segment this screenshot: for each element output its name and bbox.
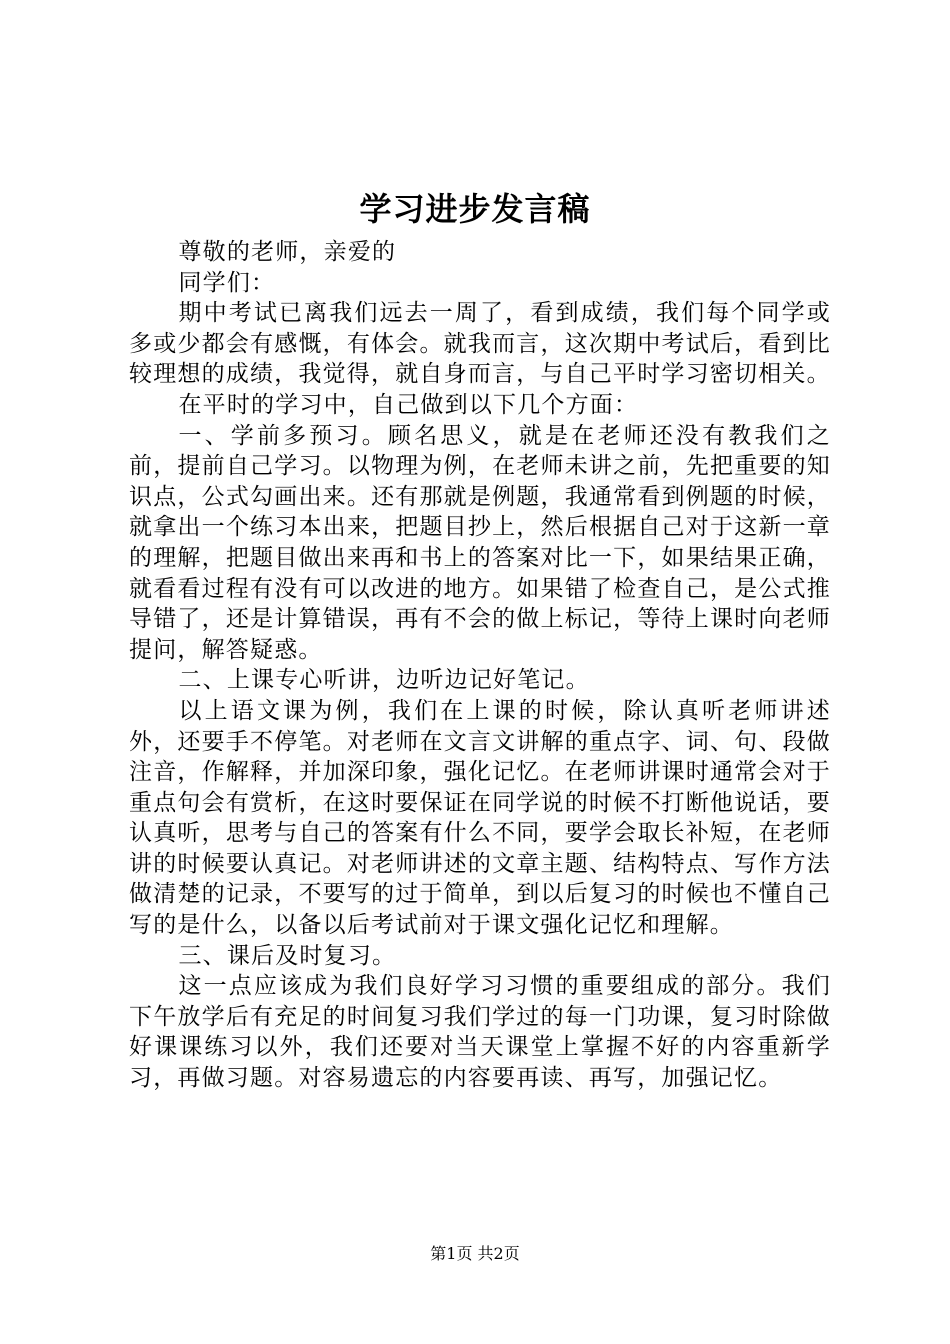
page-number: 第1页 共2页 [430,1244,520,1263]
paragraph-intro: 期中考试已离我们远去一周了，看到成绩，我们每个同学或多或少都会有感慨，有体会。就我而言，这次期中考试后，看到比较理想的成绩，我觉得，就自身而言，与自己平时学习密切相关。 [129,300,831,388]
paragraph-aspects: 在平时的学习中，自己做到以下几个方面： [178,391,639,418]
document-title: 学习进步发言稿 [359,190,591,228]
paragraph-review: 这一点应该成为我们良好学习习惯的重要组成的部分。我们下午放学后有充足的时间复习我们学过的每一门功课，复习时除做好课课练习以外，我们还要对当天课堂上掌握不好的内容重新学习，再做习题。对容易遗忘的内容要再读、再写，加强记忆。 [129,973,831,1092]
heading-listen: 二、上课专心听讲，边听边记好笔记。 [178,667,590,694]
paragraph-preview: 一、学前多预习。顾名思义，就是在老师还没有教我们之前，提前自己学习。以物理为例，在老师未讲之前，先把重要的知识点，公式勾画出来。还有那就是例题，我通常看到例题的时候，就拿出一个练习本出来，把题目抄上，然后根据自己对于这新一章的理解，把题目做出来再和书上的答案对比一下，如果结果正确，就看看过程有没有可以改进的地方。如果错了检查自己，是公式推导错了，还是计算错误，再有不会的做上标记，等待上课时向老师提问，解答疑惑。 [129,422,831,663]
paragraph-listen: 以上语文课为例，我们在上课的时候，除认真听老师讲述外，还要手不停笔。对老师在文言文讲解的重点字、词、句、段做注音，作解释，并加深印象，强化记忆。在老师讲课时通常会对于重点句会有赏析，在这时要保证在同学说的时候不打断他说话，要认真听，思考与自己的答案有什么不同，要学会取长补短，在老师讲的时候要认真记。对老师讲述的文章主题、结构特点、写作方法做清楚的记录，不要写的过于简单，到以后复习的时候也不懂自己写的是什么，以备以后考试前对于课文强化记忆和理解。 [129,697,831,939]
document-body [129,237,831,1094]
heading-review: 三、课后及时复习。 [178,942,397,969]
salutation-line-2: 同学们： [178,269,276,296]
salutation-line-1: 尊敬的老师，亲爱的 [178,239,397,265]
